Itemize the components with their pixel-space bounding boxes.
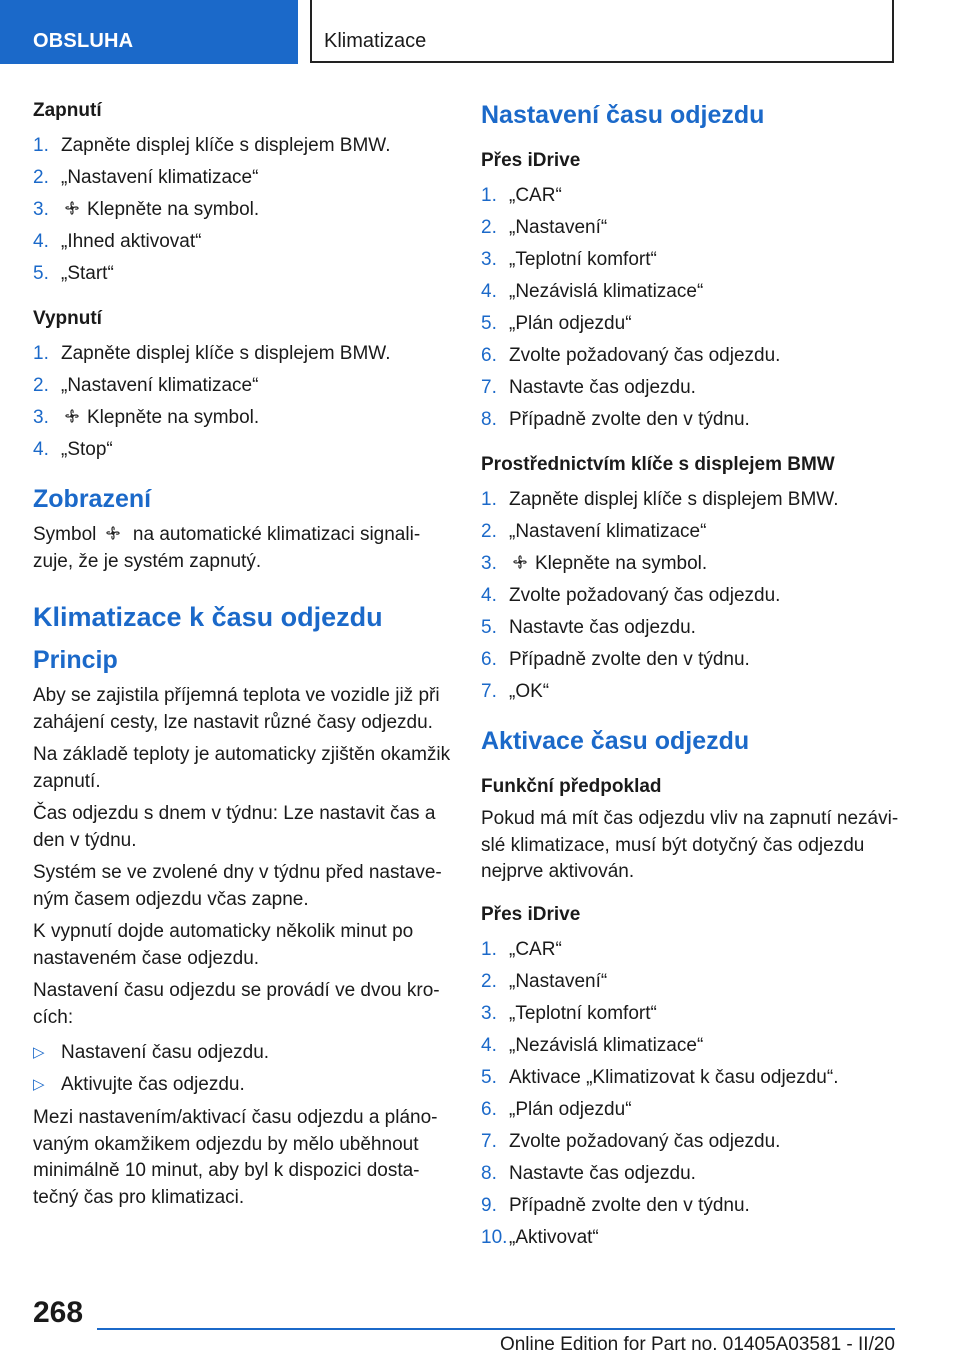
- list-item: 5. Aktivace „Klimatizovat k času odjezdu“.: [481, 1066, 839, 1088]
- list-item: 2. „Nastavení“: [481, 217, 608, 238]
- switch-off-heading: Vypnutí: [33, 308, 102, 329]
- list-item: 3. Klepněte na symbol.: [481, 548, 911, 580]
- list-item: 3. Klepněte na symbol.: [33, 194, 453, 226]
- list-item: 1. Zapněte displej klíče s displejem BMW.: [33, 343, 391, 364]
- list-item: 1. „CAR“: [481, 938, 562, 960]
- display-heading: Zobrazení: [33, 485, 152, 513]
- list-item: 7. Nastavte čas odjezdu.: [481, 377, 696, 398]
- triangle-bullet-icon: ▷: [33, 1076, 45, 1093]
- fan-icon: [104, 524, 122, 542]
- list-item: 4. „Nezávislá klimatizace“: [481, 281, 704, 302]
- switch-on-steps: [33, 130, 453, 290]
- idrive-heading: Přes iDrive: [481, 903, 581, 925]
- paragraph: Aby se zajistila příjemná teplota ve vozidle již při zahájení cesty, lze nastavit různé časy odjezdu.: [33, 685, 440, 733]
- bullet-list: [33, 1037, 453, 1101]
- list-item: 9. Případně zvolte den v týdnu.: [481, 1194, 750, 1216]
- list-item: 3. Klepněte na symbol.: [33, 402, 453, 434]
- idrive-heading: Přes iDrive: [481, 150, 581, 171]
- set-time-heading: Nastavení času odjezdu: [481, 101, 765, 129]
- list-item: 1. Zapněte displej klíče s displejem BMW.: [481, 489, 839, 510]
- departure-heading: Klimatizace k času odjezdu: [33, 602, 383, 632]
- list-item: 3. „Teplotní komfort“: [481, 1002, 657, 1024]
- chapter-label: Klimatizace: [324, 30, 427, 52]
- paragraph: Nastavení času odjezdu se provádí ve dvou kro-cích:: [33, 980, 440, 1028]
- switch-on-heading: Zapnutí: [33, 100, 102, 121]
- paragraph: Čas odjezdu s dnem v týdnu: Lze nastavit čas a den v týdnu.: [33, 803, 436, 851]
- activate-heading: Aktivace času odjezdu: [481, 727, 750, 755]
- paragraph: Mezi nastavením/aktivací času odjezdu a pláno-vaným okamžikem odjezdu by mělo uběhnout minimálně 10 minut, aby byl k dispozici dosta-tečný čas pro klimatizaci.: [33, 1107, 438, 1208]
- list-item: 5. „Plán odjezdu“: [481, 313, 632, 334]
- set-time-key-steps: [481, 484, 911, 708]
- list-item: 7. Zvolte požadovaný čas odjezdu.: [481, 1130, 781, 1152]
- triangle-bullet-icon: ▷: [33, 1044, 45, 1061]
- prereq-heading: Funkční předpoklad: [481, 776, 662, 797]
- list-item: 8. Případně zvolte den v týdnu.: [481, 409, 750, 430]
- edition-footer: Online Edition for Part no. 01405A03581 - II/20: [499, 1334, 895, 1355]
- list-item: 2. „Nastavení klimatizace“: [481, 521, 707, 542]
- list-item: 4. „Nezávislá klimatizace“: [481, 1034, 704, 1056]
- list-item: 1. Zapněte displej klíče s displejem BMW.: [33, 135, 391, 156]
- page-number: 268: [33, 1296, 84, 1329]
- display-text: Symbol na automatické klimatizaci signali-zuje, že je systém zapnutý.: [33, 524, 421, 572]
- section-label: OBSLUHA: [33, 30, 134, 52]
- list-item: 3. „Teplotní komfort“: [481, 249, 657, 270]
- key-heading: Prostřednictvím klíče s displejem BMW: [481, 454, 835, 475]
- prereq-text: Pokud má mít čas odjezdu vliv na zapnutí nezávi-slé klimatizace, musí být dotyčný čas odjezdu nejprve aktivován.: [481, 808, 899, 882]
- list-item: ▷ Aktivujte čas odjezdu.: [33, 1069, 453, 1101]
- switch-off-steps: [33, 338, 453, 466]
- paragraph: K vypnutí dojde automaticky několik minut po nastaveném čase odjezdu.: [33, 921, 414, 969]
- section-tab: [0, 0, 298, 64]
- paragraph: Na základě teploty je automaticky zjištěn okamžik zapnutí.: [33, 744, 451, 792]
- list-item: 6. „Plán odjezdu“: [481, 1098, 632, 1120]
- paragraph: Systém se ve zvolené dny v týdnu před nastave-ným časem odjezdu včas zapne.: [33, 862, 442, 910]
- fan-icon: [63, 404, 81, 422]
- list-item: 6. Zvolte požadovaný čas odjezdu.: [481, 345, 781, 366]
- right-column: [481, 98, 911, 1270]
- chapter-tab: [310, 0, 894, 63]
- list-item: 2. „Nastavení klimatizace“: [33, 167, 259, 188]
- list-item: 10. „Aktivovat“: [481, 1226, 599, 1248]
- principle-heading: Princip: [33, 646, 118, 674]
- list-item: ▷ Nastavení času odjezdu.: [33, 1037, 453, 1069]
- list-item: 4. „Stop“: [33, 439, 113, 460]
- footer-rule: [97, 1328, 895, 1330]
- list-item: 6. Případně zvolte den v týdnu.: [481, 649, 750, 670]
- left-column: [33, 98, 453, 1217]
- list-item: 5. „Start“: [33, 263, 114, 284]
- activate-idrive-steps: [481, 934, 911, 1254]
- list-item: 2. „Nastavení klimatizace“: [33, 375, 259, 396]
- fan-icon: [511, 550, 529, 568]
- list-item: 1. „CAR“: [481, 185, 562, 206]
- set-time-idrive-steps: [481, 180, 911, 436]
- fan-icon: [63, 196, 81, 214]
- list-item: 7. „OK“: [481, 681, 550, 702]
- list-item: 5. Nastavte čas odjezdu.: [481, 617, 696, 638]
- list-item: 4. Zvolte požadovaný čas odjezdu.: [481, 585, 781, 606]
- list-item: 2. „Nastavení“: [481, 970, 608, 992]
- list-item: 8. Nastavte čas odjezdu.: [481, 1162, 696, 1184]
- list-item: 4. „Ihned aktivovat“: [33, 231, 202, 252]
